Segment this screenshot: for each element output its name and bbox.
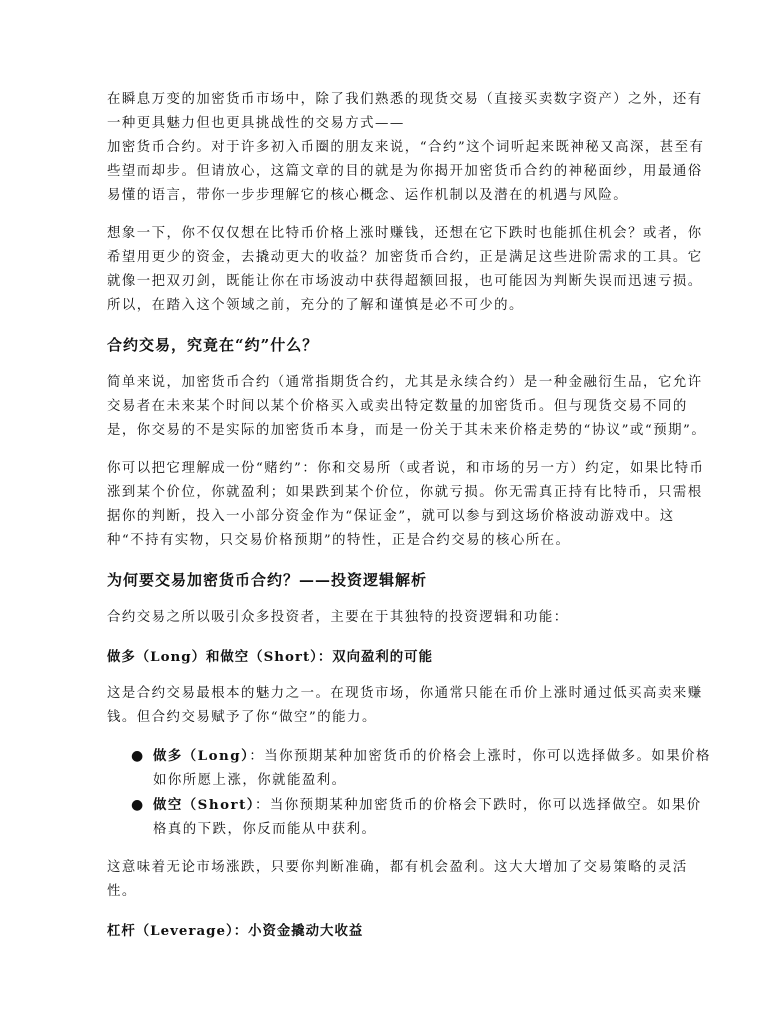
- intro-paragraph-3: 想象一下，你不仅仅想在比特币价格上涨时赚钱，还想在它下跌时也能抓住机会？或者，你希望用更少的资金，去撬动更大的收益？加密货币合约，正是满足这些进阶需求的工具。它就像一把双刃剑，既能让你在市场波动中获得超额回报，也可能因为判断失误而迅速亏损。所以，在踏入这个领域之前，充分的了解和谨慎是必不可少的。: [107, 226, 703, 313]
- list-item: [131, 793, 712, 842]
- section-heading-why-trade: 为何要交易加密货币合约？——投资逻辑解析: [107, 571, 428, 589]
- list-item-text: ：当你预期某种加密货币的价格会上涨时，你可以选择做多。如果价格如你所愿上涨，你就能盈利。: [153, 749, 711, 788]
- subsection-heading-leverage: 杠杆（Leverage）：小资金撬动大收益: [107, 923, 364, 939]
- list-item-term: 做多（Long）: [153, 748, 250, 764]
- intro-paragraph-1: 在瞬息万变的加密货币市场中，除了我们熟悉的现货交易（直接买卖数字资产）之外，还有一种更具魅力但也更具挑战性的交易方式——: [107, 92, 703, 131]
- subsection-heading-long-short: 做多（Long）和做空（Short）：双向盈利的可能: [107, 649, 433, 665]
- subsection1-paragraph-2: 这意味着无论市场涨跌，只要你判断准确，都有机会盈利。这大大增加了交易策略的灵活性。: [107, 860, 688, 899]
- long-short-list: [107, 744, 712, 842]
- section1-paragraph-2: 你可以把它理解成一份“赌约”：你和交易所（或者说，和市场的另一方）约定，如果比特币涨到某个价位，你就盈利；如果跌到某个价位，你就亏损。你无需真正持有比特币，只需根据你的判断，投入一小部分资金作为“保证金”，就可以参与到这场价格波动游戏中。这种“不持有实物，只交易价格预期”的特性，正是合约交易的核心所在。: [107, 461, 705, 548]
- intro-paragraph-2: 加密货币合约。对于许多初入币圈的朋友来说，“合约”这个词听起来既神秘又高深，甚至有些望而却步。但请放心，这篇文章的目的就是为你揭开加密货币合约的神秘面纱，用最通俗易懂的语言，带你一步步理解它的核心概念、运作机制以及潜在的机遇与风险。: [107, 140, 705, 203]
- list-item-text: ：当你预期某种加密货币的价格会下跌时，你可以选择做空。如果价格真的下跌，你反而能从中获利。: [153, 798, 702, 837]
- section1-paragraph-1: 简单来说，加密货币合约（通常指期货合约，尤其是永续合约）是一种金融衍生品，它允许交易者在未来某个时间以某个价格买入或卖出特定数量的加密货币。但与现货交易不同的是，你交易的不是实际的加密货币本身，而是一份关于其未来价格走势的“协议”或“预期”。: [107, 375, 707, 438]
- section2-paragraph-1: 合约交易之所以吸引众多投资者，主要在于其独特的投资逻辑和功能：: [107, 610, 569, 625]
- list-item: [131, 744, 712, 793]
- subsection1-paragraph-1: 这是合约交易最根本的魅力之一。在现货市场，你通常只能在币价上涨时通过低买高卖来赚钱。但合约交易赋予了你“做空”的能力。: [107, 686, 703, 725]
- bullet-icon: ●: [131, 748, 145, 764]
- section-heading-contract-meaning: 合约交易，究竟在“约”什么？: [107, 336, 319, 354]
- list-item-term: 做空（Short）: [153, 797, 255, 813]
- bullet-icon: ●: [131, 797, 145, 813]
